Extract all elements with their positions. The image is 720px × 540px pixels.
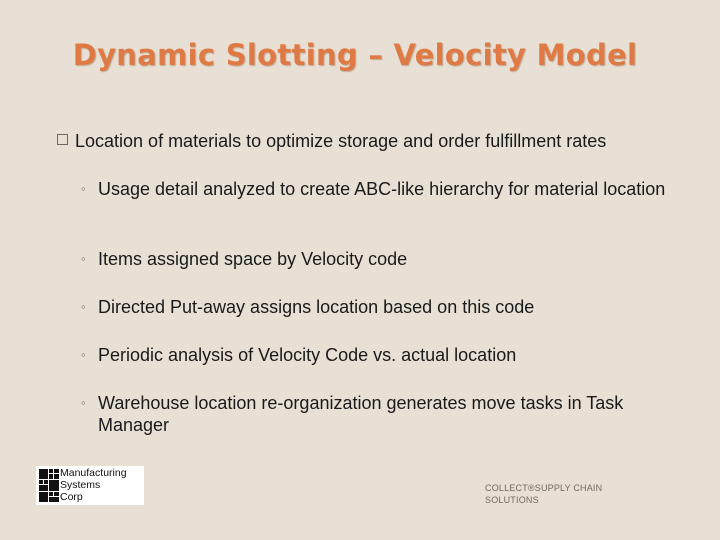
logo-line: Manufacturing [60, 467, 127, 479]
footer-text [485, 482, 685, 506]
logo-line: Corp [60, 491, 83, 503]
checkbox-bullet-icon [57, 134, 68, 145]
slide-title: Dynamic Slotting – Velocity Model [72, 38, 638, 72]
logo-line: Systems [60, 479, 101, 491]
circle-bullet-icon: ◦ [81, 251, 86, 266]
circle-bullet-icon: ◦ [81, 395, 86, 410]
grid-logo-icon [38, 468, 60, 503]
main-bullet-text: Location of materials to optimize storage and order fulfillment rates [75, 131, 607, 151]
sub-bullet-item [81, 178, 681, 200]
circle-bullet-icon: ◦ [81, 299, 86, 314]
company-logo [36, 466, 144, 505]
sub-bullet-text: Periodic analysis of Velocity Code vs. actual location [98, 345, 517, 365]
sub-bullet-item [81, 344, 681, 366]
main-bullet [58, 130, 698, 152]
circle-bullet-icon: ◦ [81, 181, 86, 196]
sub-bullet-text: Items assigned space by Velocity code [98, 249, 408, 269]
sub-bullet-text: Warehouse location re-organization generates move tasks in Task Manager [98, 393, 624, 435]
sub-bullet-text: Usage detail analyzed to create ABC-like hierarchy for material location [98, 179, 666, 199]
footer-line: SOLUTIONS [485, 495, 539, 505]
sub-bullet-text: Directed Put-away assigns location based on this code [98, 297, 535, 317]
footer-line: COLLECT®SUPPLY CHAIN [485, 483, 603, 493]
sub-bullet-item [81, 296, 681, 318]
sub-bullet-item [81, 392, 681, 436]
sub-bullet-item [81, 248, 681, 270]
logo-text [60, 467, 127, 503]
circle-bullet-icon: ◦ [81, 347, 86, 362]
